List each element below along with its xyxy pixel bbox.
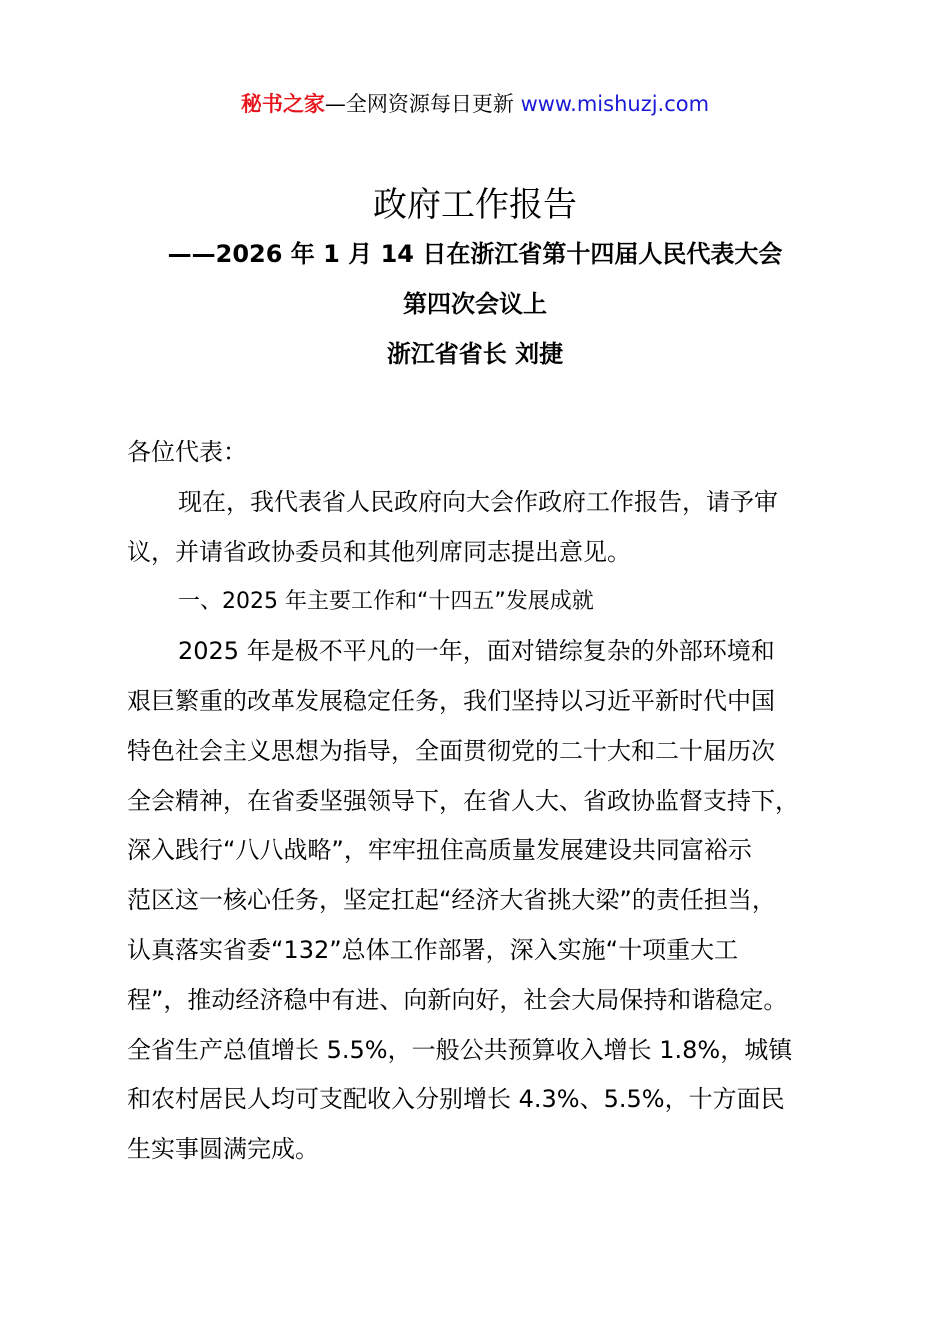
paragraph-line: 范区这一核心任务，坚定扛起“经济大省挑大梁”的责任担当， [127, 886, 776, 915]
paragraph-line: 2025 年是极不平凡的一年，面对错综复杂的外部环境和 [178, 637, 775, 666]
subtitle-line-1: ——2026 年 1 月 14 日在浙江省第十四届人民代表大会 [167, 240, 783, 268]
paragraph-line: 认真落实省委“132”总体工作部署，深入实施“十项重大工 [127, 935, 739, 964]
paragraph-line: 生实事圆满完成。 [127, 1135, 319, 1164]
paragraph-line: 全会精神，在省委坚强领导下，在省人大、省政协监督支持下， [127, 786, 799, 815]
intro-line: 议，并请省政协委员和其他列席同志提出意见。 [127, 537, 631, 566]
salutation: 各位代表： [127, 438, 247, 466]
section-heading: 一、2025 年主要工作和“十四五”发展成就 [178, 589, 594, 615]
paragraph-line: 程”，推动经济稳中有进、向新向好，社会大局保持和谐稳定。 [127, 985, 788, 1014]
intro-line: 现在，我代表省人民政府向大会作政府工作报告，请予审 [178, 487, 778, 516]
header-tagline: —全网资源每日更新 [324, 92, 521, 116]
paragraph-line: 艰巨繁重的改革发展稳定任务，我们坚持以习近平新时代中国 [127, 686, 775, 715]
paragraph-line: 和农村居民人均可支配收入分别增长 4.3%、5.5%，十方面民 [127, 1085, 785, 1114]
brand-name: 秘书之家 [240, 92, 325, 116]
document-body [127, 428, 867, 1175]
site-header [0, 88, 950, 120]
subtitle-line-2: 第四次会议上 [403, 290, 547, 318]
author-line: 浙江省省长 刘捷 [386, 340, 564, 368]
paragraph-line: 全省生产总值增长 5.5%，一般公共预算收入增长 1.8%，城镇 [127, 1035, 793, 1064]
site-link[interactable]: www.mishuzj.com [520, 92, 710, 116]
paragraph-line: 特色社会主义思想为指导，全面贯彻党的二十大和二十届历次 [127, 736, 775, 765]
paragraph-line: 深入践行“八八战略”，牢牢扭住高质量发展建设共同富裕示 [127, 836, 752, 865]
document-title: 政府工作报告 [373, 185, 577, 225]
